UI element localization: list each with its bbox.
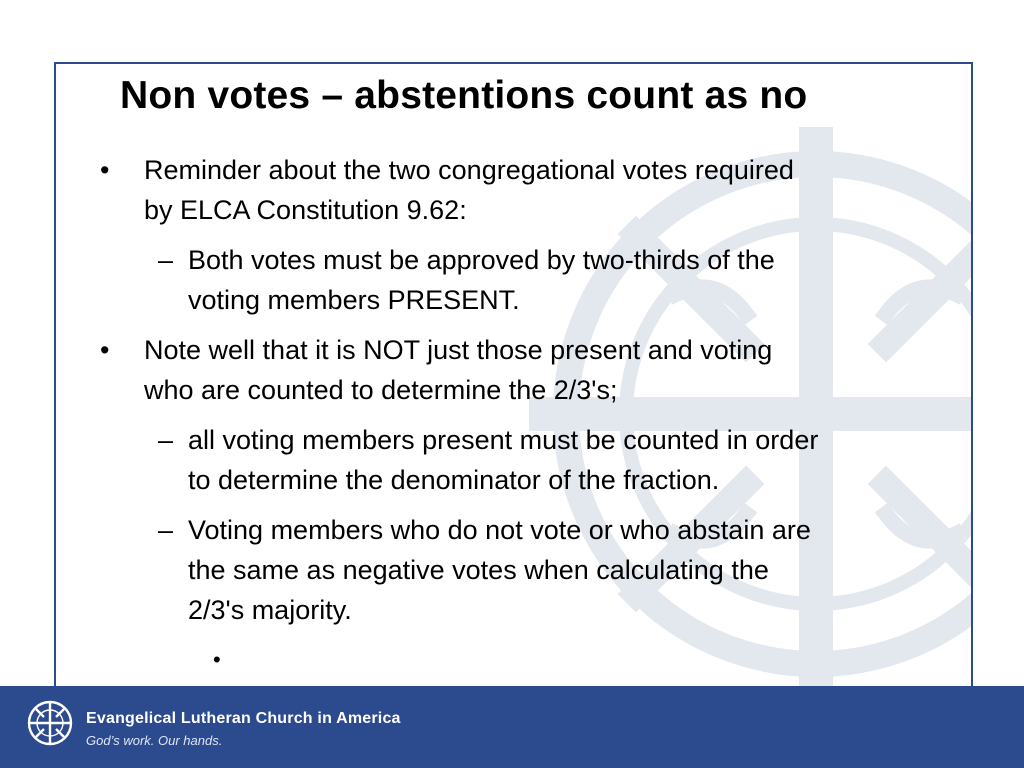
sub-bullet-dash: – [158, 245, 174, 275]
sub-bullet-2-2-line-1: Voting members who do not vote or who abstain are [188, 515, 811, 545]
sub-bullet-1-1-line-1: Both votes must be approved by two-thirds of the [188, 245, 775, 275]
sub-bullet-2-2-line-2: the same as negative votes when calculating the [188, 555, 769, 585]
sub-bullet-2-1-line-1: all voting members present must be counted in order [188, 425, 819, 455]
bullet-2-line-2: who are counted to determine the 2/3's; [144, 375, 618, 405]
bullet-1-line-1: Reminder about the two congregational votes required [144, 155, 794, 185]
bullet-marker: • [100, 155, 110, 185]
sub-bullet-dash: – [158, 425, 174, 455]
sub-bullet-2-1-line-2: to determine the denominator of the fraction. [188, 465, 720, 495]
sub-bullet-1-1-line-2: voting members PRESENT. [188, 285, 520, 315]
elca-cross-logo-icon [26, 699, 74, 747]
slide-frame [54, 62, 973, 702]
org-name: Evangelical Lutheran Church in America [86, 710, 401, 727]
bullet-2-line-1: Note well that it is NOT just those present and voting [144, 335, 773, 365]
sub-bullet-2-2-line-3: 2/3's majority. [188, 595, 352, 625]
footer-bar [0, 686, 1024, 768]
slide-title: Non votes – abstentions count as no [120, 74, 808, 117]
empty-bullet-marker: • [213, 647, 221, 672]
bullet-1-line-2: by ELCA Constitution 9.62: [144, 195, 467, 225]
bullet-marker: • [100, 335, 110, 365]
tagline: God’s work. Our hands. [86, 733, 223, 748]
sub-bullet-dash: – [158, 515, 174, 545]
